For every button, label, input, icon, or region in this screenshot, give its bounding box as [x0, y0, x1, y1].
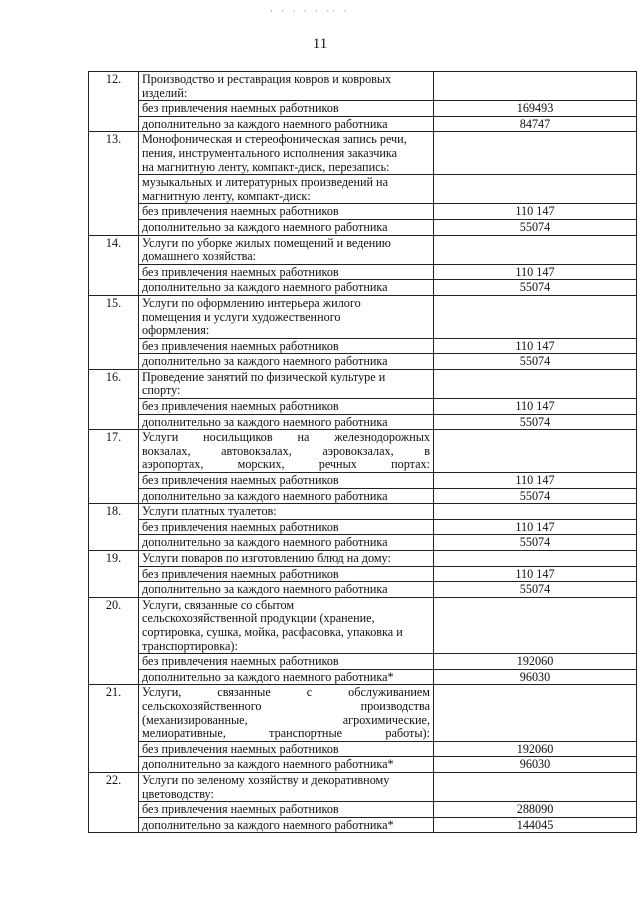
section-title-row: [89, 235, 637, 264]
row-label: без привлечения наемных работников: [139, 654, 434, 670]
section-title: [139, 295, 434, 338]
section-subtitle-line: музыкальных и литературных произведений на: [142, 175, 388, 190]
row-value: 110 147: [434, 338, 637, 354]
row-value: 84747: [434, 116, 637, 132]
section-number: 17.: [105, 430, 122, 445]
table-row: [89, 116, 637, 132]
section-title-row: [89, 772, 637, 801]
section-subtitle-line: магнитную ленту, компакт-диск:: [142, 188, 311, 203]
row-label: дополнительно за каждого наемного работника: [139, 219, 434, 235]
table-row: [89, 757, 637, 773]
table-row: [89, 399, 637, 415]
row-label: без привлечения наемных работников: [139, 338, 434, 354]
table-row: [89, 535, 637, 551]
top-scan-marks: · · · · · ·· ·: [270, 6, 350, 16]
row-value: 192060: [434, 741, 637, 757]
row-label: без привлечения наемных работников: [139, 519, 434, 535]
section-title-line: Услуги по оформлению интерьера жилого: [142, 295, 361, 310]
section-title-row: [89, 551, 637, 567]
section-number-cell: [89, 772, 139, 832]
section-title: [139, 369, 434, 398]
row-label: дополнительно за каждого наемного работника: [139, 535, 434, 551]
row-label: без привлечения наемных работников: [139, 741, 434, 757]
section-title-row: [89, 685, 637, 741]
empty-value-cell: [434, 597, 637, 653]
section-title-line: Услуги по зеленому хозяйству и декоративному: [142, 772, 390, 787]
section-title: [139, 72, 434, 101]
section-title-row: [89, 369, 637, 398]
section-title-line: цветоводству:: [142, 786, 214, 801]
empty-value-cell: [434, 772, 637, 801]
row-value: 169493: [434, 101, 637, 117]
tariff-table-body: [89, 72, 637, 833]
section-title-line: мелиоративные, транспортные работы):: [142, 726, 430, 741]
table-row: [89, 582, 637, 598]
empty-value-cell: [434, 295, 637, 338]
table-row: [89, 204, 637, 220]
section-title-line: аэропортах, морских, речных портах:: [142, 457, 430, 472]
section-number: 22.: [105, 772, 122, 787]
row-value: 110 147: [434, 473, 637, 489]
table-row: [89, 414, 637, 430]
row-label: без привлечения наемных работников: [139, 399, 434, 415]
section-title-line: Услуги поваров по изготовлению блюд на дому:: [142, 551, 391, 565]
section-title-line: оформления:: [142, 323, 210, 338]
table-row: [89, 280, 637, 296]
section-number-cell: [89, 369, 139, 429]
section-title: [139, 430, 434, 473]
empty-value-cell: [434, 235, 637, 264]
row-value: 55074: [434, 280, 637, 296]
section-number-cell: [89, 430, 139, 504]
row-value: 55074: [434, 582, 637, 598]
row-label: дополнительно за каждого наемного работника: [139, 582, 434, 598]
section-number-cell: [89, 132, 139, 235]
section-number: 19.: [105, 551, 122, 565]
section-number: 16.: [105, 369, 122, 384]
row-value: 55074: [434, 414, 637, 430]
empty-value-cell: [434, 430, 637, 473]
row-label: дополнительно за каждого наемного работника: [139, 280, 434, 296]
row-value: 144045: [434, 817, 637, 833]
table-row: [89, 473, 637, 489]
row-label: дополнительно за каждого наемного работника: [139, 354, 434, 370]
section-number-cell: [89, 72, 139, 132]
table-row: [89, 264, 637, 280]
table-row: [89, 354, 637, 370]
section-title-row: [89, 504, 637, 520]
section-title: [139, 132, 434, 175]
row-value: 55074: [434, 354, 637, 370]
section-number-cell: [89, 504, 139, 551]
row-label: дополнительно за каждого наемного работника*: [139, 757, 434, 773]
empty-value-cell: [434, 132, 637, 175]
row-value: 55074: [434, 535, 637, 551]
section-title: [139, 235, 434, 264]
section-number: 21.: [105, 685, 122, 700]
row-value: 110 147: [434, 204, 637, 220]
tariff-table: [88, 71, 637, 833]
section-number-cell: [89, 685, 139, 773]
section-title: [139, 772, 434, 801]
row-label: дополнительно за каждого наемного работника*: [139, 817, 434, 833]
table-row: [89, 741, 637, 757]
section-title-line: Производство и реставрация ковров и ковровых: [142, 72, 392, 86]
page-number: 11: [312, 36, 328, 52]
empty-value-cell: [434, 175, 637, 204]
table-row: [89, 519, 637, 535]
section-title-line: Услуги платных туалетов:: [142, 504, 277, 519]
table-row: [89, 817, 637, 833]
table-row: [89, 338, 637, 354]
section-number: 15.: [105, 295, 122, 310]
section-number-cell: [89, 597, 139, 685]
section-title-line: Проведение занятий по физической культуре и: [142, 369, 386, 384]
row-label: дополнительно за каждого наемного работника: [139, 488, 434, 504]
section-title: [139, 504, 434, 520]
section-number: 13.: [105, 132, 122, 147]
row-label: дополнительно за каждого наемного работника*: [139, 669, 434, 685]
section-title-line: спорту:: [142, 383, 181, 398]
row-value: 110 147: [434, 566, 637, 582]
section-number: 20.: [105, 597, 122, 612]
section-title-line: (механизированные, агрохимические,: [142, 712, 430, 727]
section-number: 12.: [105, 72, 122, 86]
section-title-row: [89, 132, 637, 175]
section-title-line: домашнего хозяйства:: [142, 249, 257, 264]
row-label: без привлечения наемных работников: [139, 264, 434, 280]
empty-value-cell: [434, 369, 637, 398]
table-row: [89, 802, 637, 818]
row-value: 110 147: [434, 519, 637, 535]
empty-value-cell: [434, 551, 637, 567]
section-title-line: сортировка, сушка, мойка, расфасовка, упаковка и: [142, 624, 403, 639]
table-row: [89, 566, 637, 582]
row-label: дополнительно за каждого наемного работника: [139, 116, 434, 132]
section-title-row: [89, 295, 637, 338]
section-title-row: [89, 597, 637, 653]
section-title-row: [89, 72, 637, 101]
section-title-line: помещения и услуги художественного: [142, 309, 341, 324]
section-title: [139, 685, 434, 741]
section-title: [139, 551, 434, 567]
row-value: 110 147: [434, 399, 637, 415]
section-title-line: вокзалах, автовокзалах, аэровокзалах, в: [142, 443, 430, 458]
row-label: без привлечения наемных работников: [139, 204, 434, 220]
table-row: [89, 669, 637, 685]
row-label: без привлечения наемных работников: [139, 101, 434, 117]
section-title-row: [89, 430, 637, 473]
row-value: 96030: [434, 669, 637, 685]
row-value: 55074: [434, 219, 637, 235]
section-title-line: сельскохозяйственной продукции (хранение,: [142, 611, 375, 626]
section-number-cell: [89, 235, 139, 295]
row-label: без привлечения наемных работников: [139, 802, 434, 818]
section-title-line: Монофоническая и стереофоническая запись речи,: [142, 132, 407, 147]
empty-value-cell: [434, 685, 637, 741]
section-title-line: сельскохозяйственного производства: [142, 698, 430, 713]
table-row: [89, 654, 637, 670]
section-title: [139, 597, 434, 653]
table-row: [89, 101, 637, 117]
section-title-line: Услуги носильщиков на железнодорожных: [142, 430, 430, 445]
section-title-line: Услуги, связанные с обслуживанием: [142, 685, 430, 700]
table-row: [89, 488, 637, 504]
section-number-cell: [89, 295, 139, 369]
empty-value-cell: [434, 72, 637, 101]
row-value: 110 147: [434, 264, 637, 280]
section-number-cell: [89, 551, 139, 598]
section-title-line: изделий:: [142, 85, 188, 100]
row-label: без привлечения наемных работников: [139, 473, 434, 489]
table-row: [89, 219, 637, 235]
row-value: 55074: [434, 488, 637, 504]
section-number: 18.: [105, 504, 122, 519]
section-title-line: транспортировка):: [142, 638, 238, 653]
section-title-line: Услуги по уборке жилых помещений и ведению: [142, 235, 391, 250]
row-value: 288090: [434, 802, 637, 818]
section-title-line: Услуги, связанные со сбытом: [142, 597, 295, 612]
section-title-line: пения, инструментального исполнения заказчика: [142, 145, 398, 160]
section-number: 14.: [105, 235, 122, 250]
section-subtitle-row: [89, 175, 637, 204]
row-label: дополнительно за каждого наемного работника: [139, 414, 434, 430]
empty-value-cell: [434, 504, 637, 520]
section-title-line: на магнитную ленту, компакт-диск, перезапись:: [142, 159, 390, 174]
row-value: 96030: [434, 757, 637, 773]
section-subtitle: [139, 175, 434, 204]
row-value: 192060: [434, 654, 637, 670]
row-label: без привлечения наемных работников: [139, 566, 434, 582]
